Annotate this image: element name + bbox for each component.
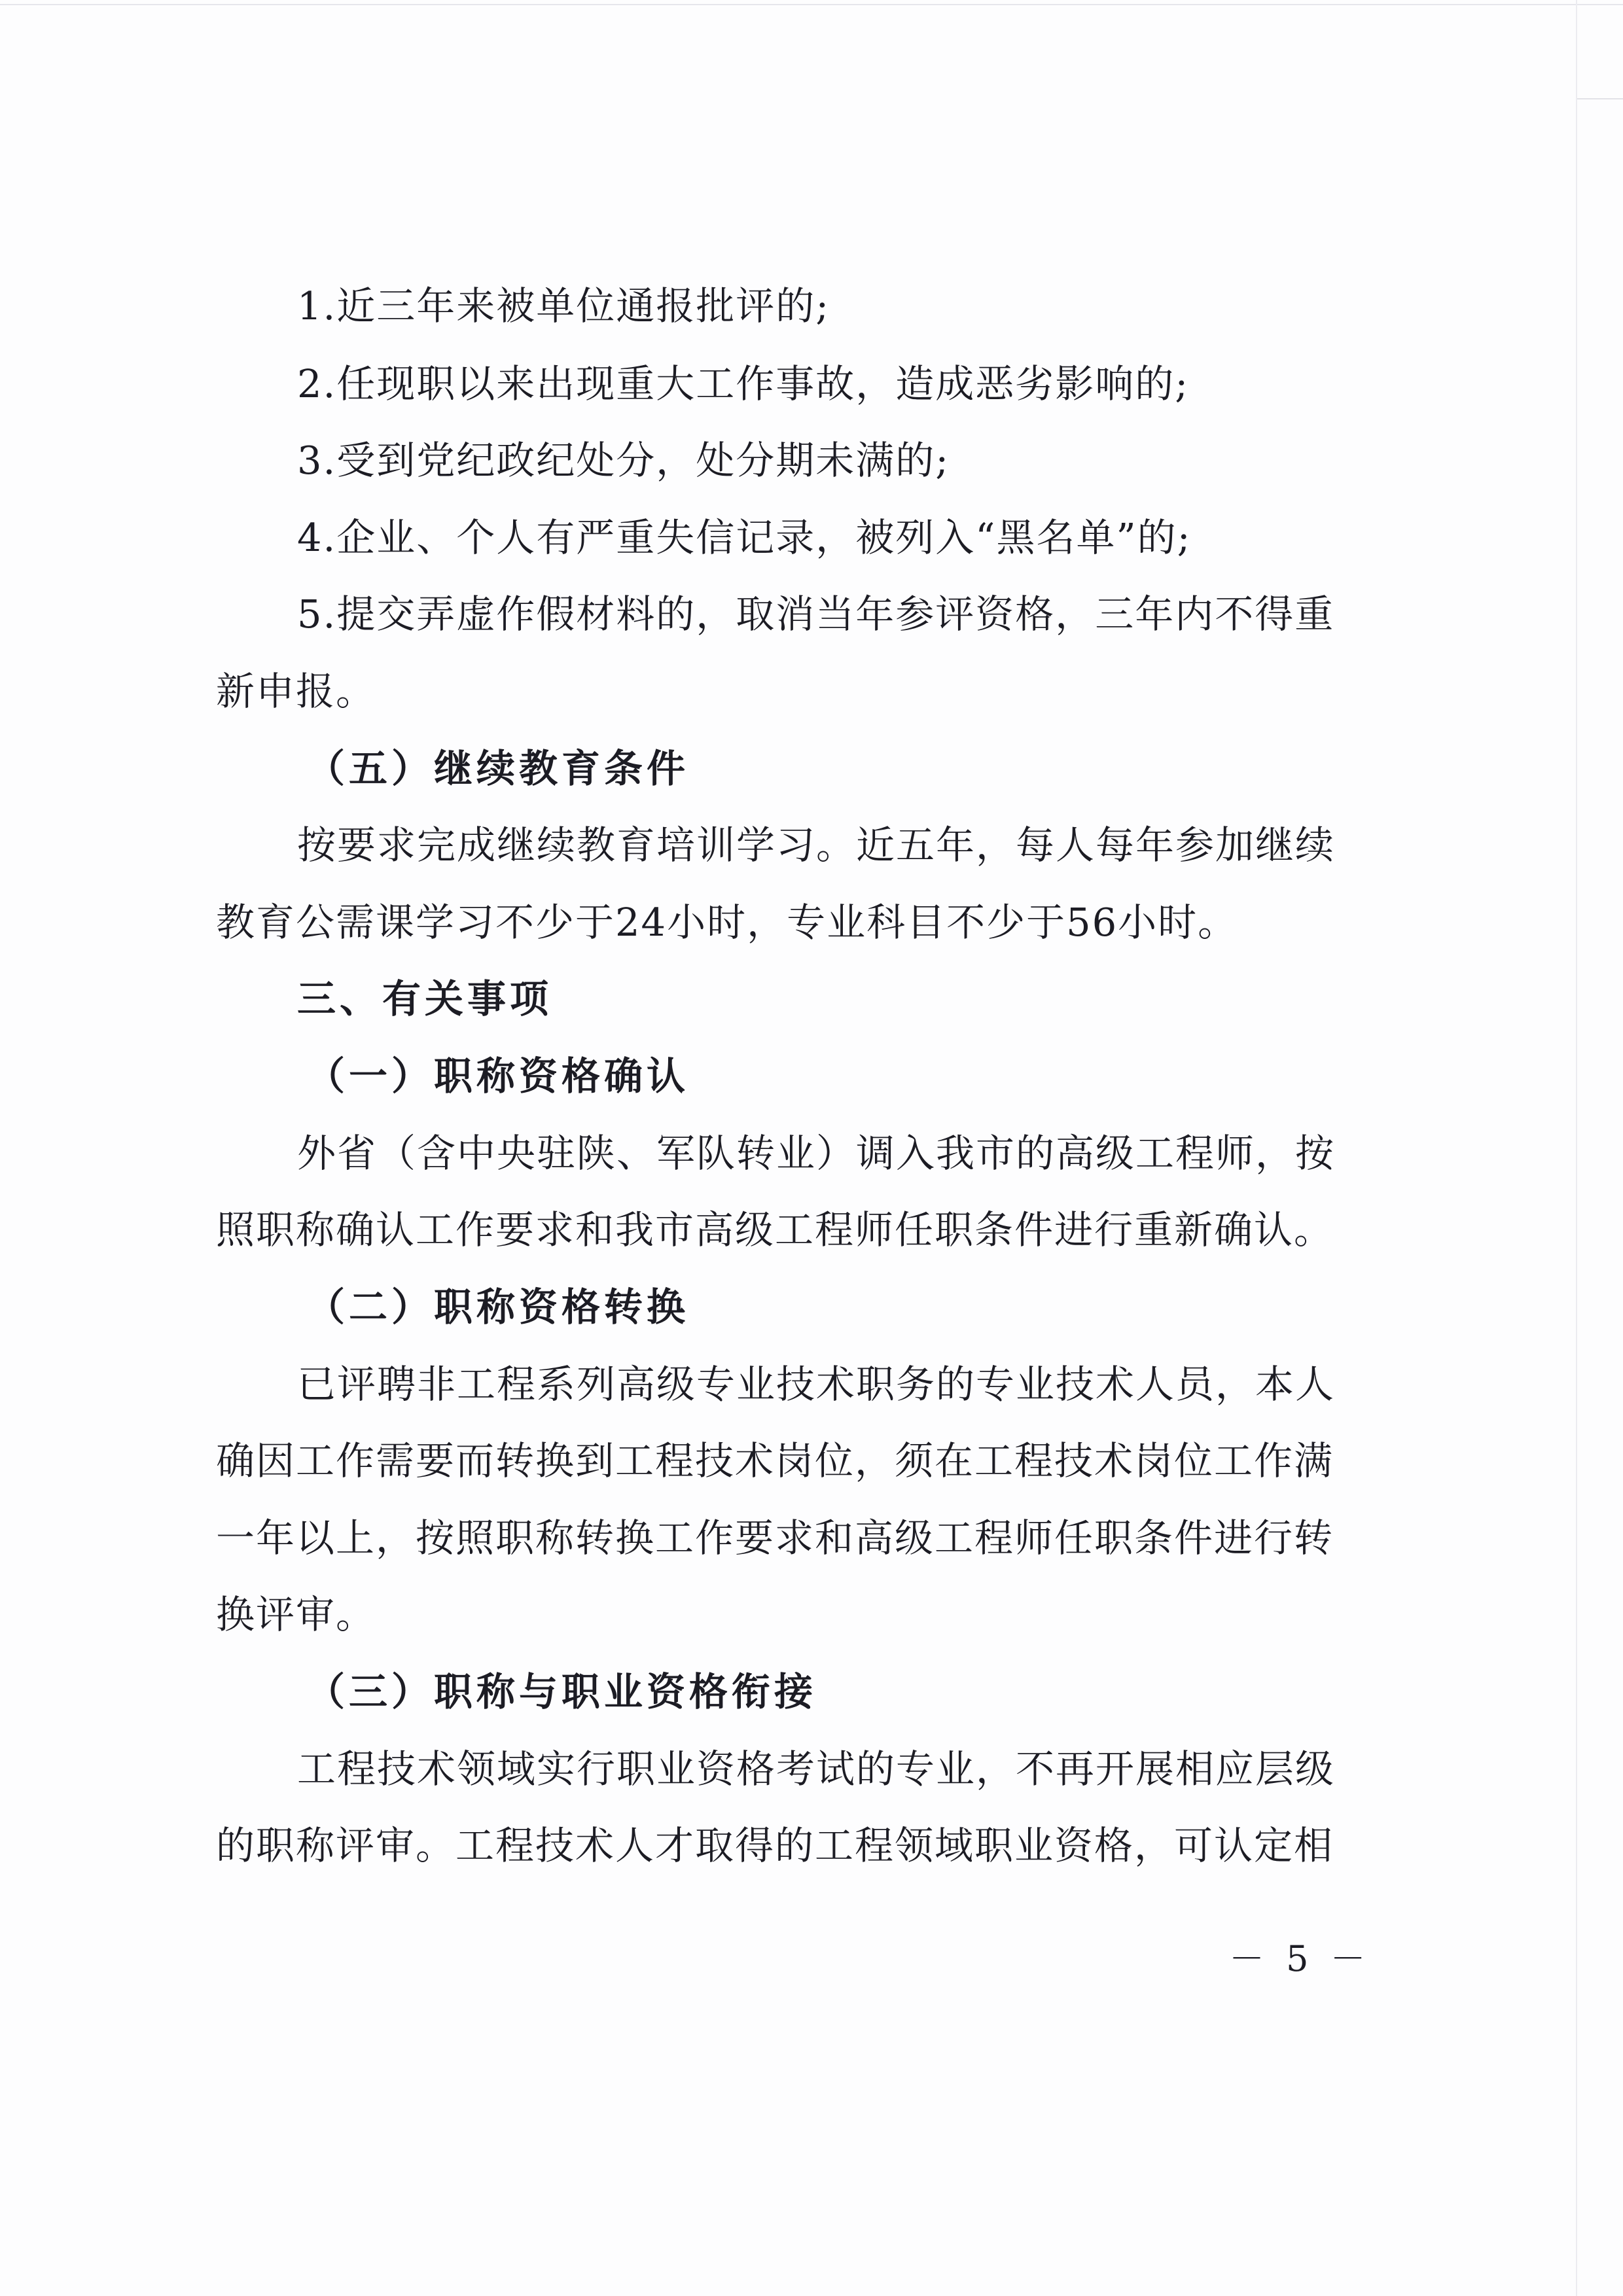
section-heading-continuing-education: （五）继续教育条件 (306, 746, 690, 791)
list-item-3: 3.受到党纪政纪处分，处分期未满的; (297, 438, 950, 483)
list-item-1: 1.近三年来被单位通报批评的; (297, 283, 830, 328)
paragraph-line: 外省（含中央驻陕、军队转业）调入我市的高级工程师，按 (297, 1131, 1336, 1176)
list-item-5: 5.提交弄虚作假材料的，取消当年参评资格，三年内不得重 (297, 592, 1335, 637)
section-heading-qualification-linkage: （三）职称与职业资格衔接 (306, 1669, 817, 1714)
list-item-5-continued: 新申报。 (216, 669, 376, 714)
paragraph-line: 换评审。 (216, 1592, 376, 1637)
section-heading-title-conversion: （二）职称资格转换 (306, 1284, 690, 1330)
paragraph-line: 的职称评审。工程技术人才取得的工程领域职业资格，可认定相 (216, 1823, 1334, 1868)
paragraph-line: 工程技术领域实行职业资格考试的专业，不再开展相应层级 (297, 1746, 1336, 1792)
page-number: － 5 － (1229, 1938, 1371, 1979)
paragraph-line: 教育公需课学习不少于24小时，专业科目不少于56小时。 (216, 900, 1238, 945)
paragraph-line: 一年以上，按照职称转换工作要求和高级工程师任职条件进行转 (216, 1515, 1334, 1561)
scan-edge (1576, 0, 1577, 2296)
paragraph-line: 已评聘非工程系列高级专业技术职务的专业技术人员，本人 (297, 1362, 1336, 1407)
section-heading-related-matters: 三、有关事项 (297, 976, 553, 1021)
paragraph-line: 确因工作需要而转换到工程技术岗位，须在工程技术岗位工作满 (216, 1438, 1334, 1483)
section-heading-title-confirmation: （一）职称资格确认 (306, 1053, 690, 1099)
scan-edge (1577, 98, 1623, 99)
list-item-2: 2.任现职以来出现重大工作事故，造成恶劣影响的; (297, 361, 1190, 406)
scan-edge (0, 4, 1623, 5)
paragraph-line: 按要求完成继续教育培训学习。近五年，每人每年参加继续 (297, 822, 1336, 868)
paragraph-line: 照职称确认工作要求和我市高级工程师任职条件进行重新确认。 (216, 1207, 1334, 1252)
list-item-4: 4.企业、个人有严重失信记录，被列入“黑名单”的; (297, 515, 1192, 560)
